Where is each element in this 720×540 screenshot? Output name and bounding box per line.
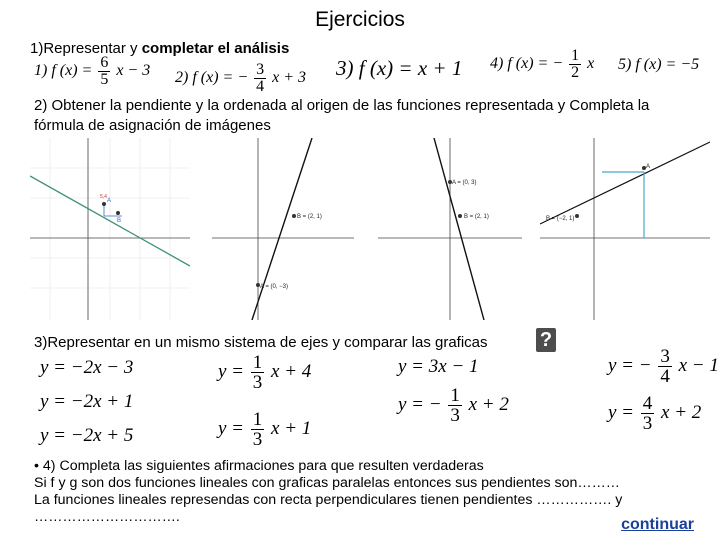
section4-line2: Si f y g son dos funciones lineales con graficas paralelas entonces sus pendientes son……… bbox=[34, 475, 620, 491]
graph-3-svg bbox=[378, 138, 522, 320]
section3-heading: 3)Representar en un mismo sistema de ejes y comparar las graficas bbox=[34, 334, 488, 351]
function-4: 4) f (x) = − $\frac{1}{2}$ x bbox=[490, 47, 595, 81]
function-3: 3) f (x) = x + 1 bbox=[336, 56, 463, 80]
eq-col1-2: y = −2x + 1 bbox=[40, 391, 134, 412]
eq-col3-1: y = 3x − 1 bbox=[398, 356, 479, 377]
eq-col3-2: y = − $\frac{1}{3}$ x + 2 bbox=[398, 385, 509, 426]
graph-4-label-b: B = (−2, 1) bbox=[546, 216, 575, 222]
eq-col4-2: y = $\frac{4}{3}$ x + 2 bbox=[608, 393, 702, 434]
graph-1-point-b bbox=[116, 211, 120, 215]
graph-3 bbox=[378, 138, 522, 320]
graph-4-svg bbox=[540, 138, 710, 320]
section2-line2: fórmula de asignación de imágenes bbox=[34, 117, 271, 134]
graph-3-line bbox=[434, 138, 484, 320]
fraction: $\frac{1}{3}$ bbox=[252, 352, 263, 393]
graph-2-line bbox=[252, 138, 312, 320]
graph-4-line bbox=[540, 142, 710, 224]
function-2: 2) f (x) = − $\frac{3}{4}$ x + 3 bbox=[175, 61, 307, 95]
section1-heading: 1)Representar y completar el análisis bbox=[30, 40, 290, 57]
section4-line1: • 4) Completa las siguientes afirmaciones para que resulten verdaderas bbox=[34, 458, 484, 474]
fraction: $\frac{3}{4}$ bbox=[660, 346, 670, 387]
eq-col2-2: y = $\frac{1}{3}$ x + 1 bbox=[218, 409, 312, 450]
eq-col2-1: y = $\frac{1}{3}$ x + 4 bbox=[218, 352, 312, 393]
graph-4-label-a: A bbox=[646, 164, 651, 170]
fraction: $\frac{1}{3}$ bbox=[450, 385, 460, 426]
graph-2-label-b: B = (2, 1) bbox=[297, 214, 322, 220]
graph-1 bbox=[30, 138, 190, 320]
graph-4 bbox=[540, 138, 710, 320]
fraction: $\frac{4}{3}$ bbox=[642, 393, 653, 434]
fraction: $\frac{3}{4}$ bbox=[256, 61, 265, 95]
graph-2-label-a: A = (0, −3) bbox=[260, 284, 289, 290]
function-5: 5) f (x) = −5 bbox=[618, 56, 700, 73]
page-title: Ejercicios bbox=[315, 8, 405, 31]
section2-line1: 2) Obtener la pendiente y la ordenada al origen de las funciones representada y Completa la bbox=[34, 97, 650, 114]
question-icon[interactable]: ? bbox=[536, 328, 556, 352]
continuar-link[interactable]: continuar bbox=[621, 516, 694, 533]
eq-col1-3: y = −2x + 5 bbox=[40, 425, 134, 446]
fraction: $\frac{1}{2}$ bbox=[571, 47, 580, 81]
graph-1-label-b: B bbox=[117, 218, 122, 224]
graph-1-point-a bbox=[102, 202, 106, 206]
eq-col1-1: y = −2x − 3 bbox=[40, 357, 134, 378]
eq-col4-1: y = − $\frac{3}{4}$ x − 1 bbox=[608, 346, 719, 387]
graph-2-svg bbox=[212, 138, 354, 320]
graph-1-svg bbox=[30, 138, 190, 320]
graph-1-label-a: A bbox=[107, 198, 112, 204]
section4-line4: …………………………. bbox=[34, 509, 180, 525]
function-1: 1) f (x) = $\frac{6}{5}$ x − 3 bbox=[34, 54, 151, 88]
graph-1-grid bbox=[30, 138, 190, 320]
fraction: $\frac{6}{5}$ bbox=[100, 54, 109, 88]
section4-line3: La funciones lineales represendas con recta perpendiculares tienen pendientes ……………. y bbox=[34, 492, 623, 508]
graph-3-label-b: B = (2, 1) bbox=[464, 214, 489, 220]
graph-4-point-b bbox=[575, 214, 579, 218]
fraction: $\frac{1}{3}$ bbox=[252, 409, 263, 450]
graph-3-label-a: A = (0, 3) bbox=[452, 180, 477, 186]
graph-2-point-b bbox=[292, 214, 296, 218]
graph-1-label-sq: 5,4 bbox=[100, 194, 107, 200]
graph-2 bbox=[212, 138, 354, 320]
graph-3-point-b bbox=[458, 214, 462, 218]
